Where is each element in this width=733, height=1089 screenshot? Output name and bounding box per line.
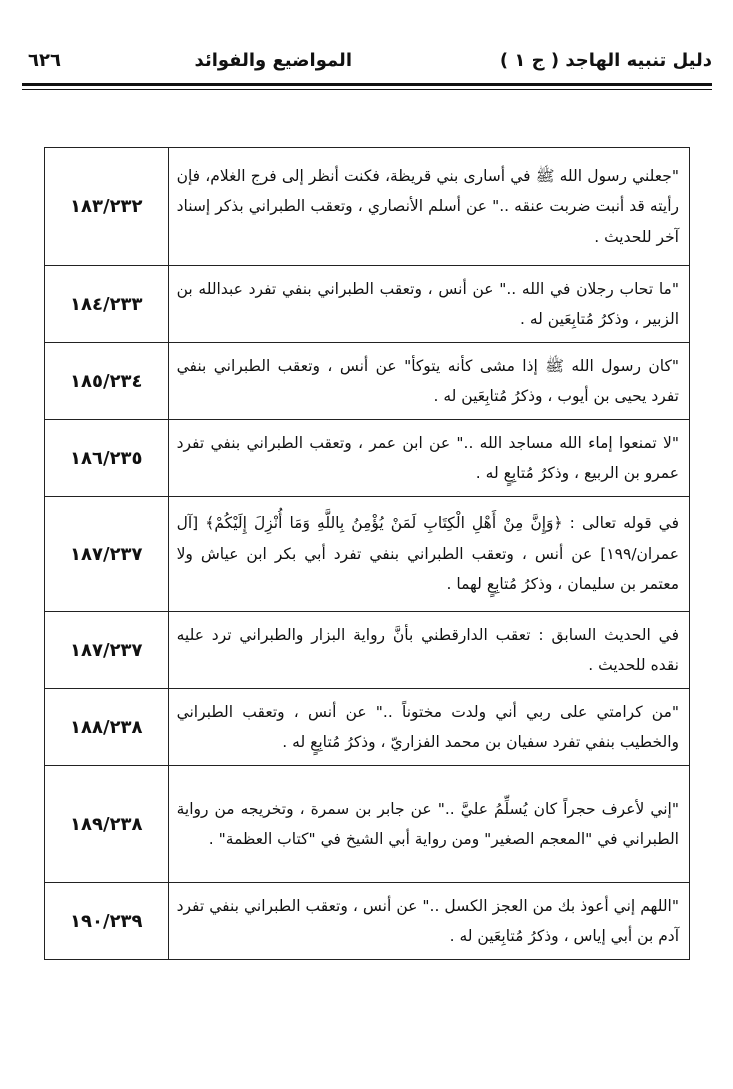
table-row [45,343,690,420]
table-row [45,612,690,689]
entry-text: في الحديث السابق : تعقب الدارقطني بأنَّ رواية البزار والطبراني ترد عليه نقده للحديث . [168,612,689,689]
entry-reference: ١٨٥/٢٣٤ [45,343,169,420]
entry-text: "جعلني رسول الله ﷺ في أسارى بني قريظة، فكنت أنظر إلى فرج الغلام، فإن رأيته قد أنبت ضربت عنقه .." عن أسلم الأنصاري ، وتعقب الطبراني بذكر إسناد آخر للحديث . [168,148,689,266]
entry-text: "من كرامتي على ربي أني ولدت مختوناً .." عن أنس ، وتعقب الطبراني والخطيب بنفي تفرد سفيان بن محمد الفزاريّ ، وذكرُ مُتابِعٍ له . [168,689,689,766]
table-row [45,689,690,766]
section-title: المواضيع والفوائد [194,50,352,71]
header-rule-thin [22,89,712,90]
page-number: ٦٢٦ [28,50,61,71]
entry-reference: ١٨٧/٢٣٧ [45,612,169,689]
entry-text: "ما تحاب رجلان في الله .." عن أنس ، وتعقب الطبراني بنفي تفرد عبدالله بن الزبير ، وذكرُ مُتابِعَين له . [168,266,689,343]
header-rule-thick [22,83,712,86]
entry-text: "إني لأعرف حجراً كان يُسلِّمُ عليَّ .." عن جابر بن سمرة ، وتخريجه من رواية الطبراني في "المعجم الصغير" ومن رواية أبي الشيخ في "كتاب العظمة" . [168,766,689,883]
table-row [45,883,690,960]
entry-text: "كان رسول الله ﷺ إذا مشى كأنه يتوكأ" عن أنس ، وتعقب الطبراني بنفي تفرد يحيى بن أيوب ، وذكرُ مُتابِعَين له . [168,343,689,420]
table-row [45,766,690,883]
table-row [45,420,690,497]
entry-reference: ١٨٧/٢٣٧ [45,497,169,612]
entry-reference: ١٨٦/٢٣٥ [45,420,169,497]
entry-reference: ١٨٩/٢٣٨ [45,766,169,883]
entry-reference: ١٨٣/٢٣٢ [45,148,169,266]
entry-reference: ١٨٨/٢٣٨ [45,689,169,766]
table-row [45,266,690,343]
page-header [22,48,712,78]
entry-reference: ١٨٤/٢٣٣ [45,266,169,343]
table-row [45,148,690,266]
entry-text: "لا تمنعوا إماء الله مساجد الله .." عن ابن عمر ، وتعقب الطبراني بنفي تفرد عمرو بن الربيع ، وذكرُ مُتابِعٍ له . [168,420,689,497]
entry-text: "اللهم إني أعوذ بك من العجز الكسل .." عن أنس ، وتعقب الطبراني بنفي تفرد آدم بن أبي إياس ، وذكرُ مُتابِعَين له . [168,883,689,960]
entries-table [44,147,690,960]
table-row [45,497,690,612]
entry-text: في قوله تعالى : ﴿وَإِنَّ مِنْ أَهْلِ الْكِتَابِ لَمَنْ يُؤْمِنُ بِاللَّهِ وَمَا أُنْزِلَ إِلَيْكُمْ﴾ [آل عمران/١٩٩] عن أنس ، وتعقب الطبراني بنفي تفرد أبي بكر ابن عياش ولا معتمر بن سليمان ، وذكرُ مُتابِعٍ لهما . [168,497,689,612]
book-title: دليل تنبيه الهاجد ( ج ١ ) [499,50,712,71]
entry-reference: ١٩٠/٢٣٩ [45,883,169,960]
